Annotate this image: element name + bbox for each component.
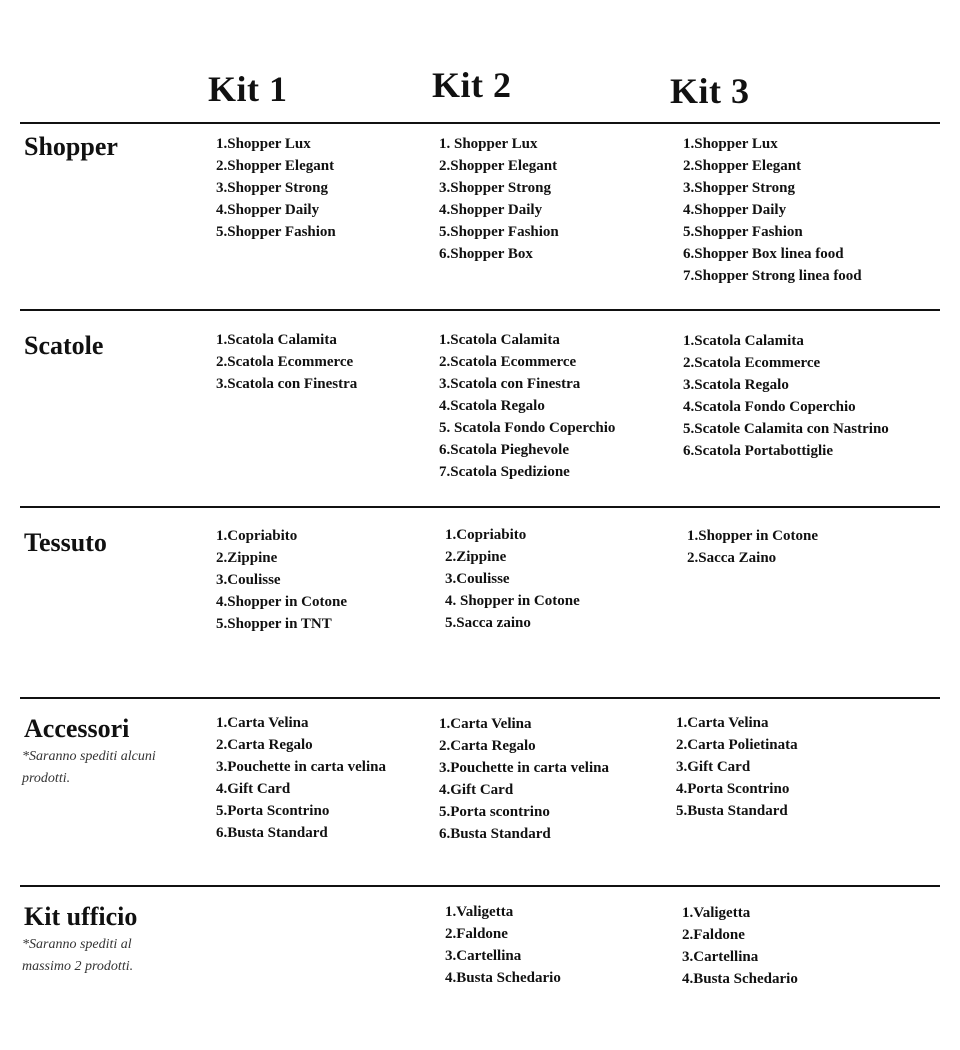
list-item: 3.Scatola Regalo (683, 377, 789, 393)
list-item: 6.Shopper Box linea food (683, 246, 844, 262)
list-item: 3.Cartellina (682, 949, 759, 965)
section-title-scatole: Scatole (24, 331, 104, 360)
scatole-kit3-list (683, 330, 889, 462)
accessori-kit3-list (676, 712, 798, 822)
scatole-kit2-list (439, 329, 615, 483)
shopper-kit1-list (216, 133, 336, 243)
list-item: 7.Scatola Spedizione (439, 464, 570, 480)
list-item: 4.Shopper in Cotone (216, 594, 348, 610)
list-item: 3.Gift Card (676, 759, 751, 775)
list-item: 5.Shopper Fashion (683, 224, 803, 240)
list-item: 6.Busta Standard (439, 826, 551, 842)
list-item: 1.Scatola Calamita (439, 332, 560, 348)
list-item: 3.Coulisse (445, 571, 510, 587)
scatole-kit1-list (216, 329, 357, 395)
section-title-kit-ufficio: Kit ufficio (24, 902, 138, 931)
list-item: 2.Carta Regalo (439, 738, 536, 754)
list-item: 5.Porta scontrino (439, 804, 550, 820)
list-item: 1.Carta Velina (439, 716, 532, 732)
list-item: 2.Shopper Elegant (216, 158, 335, 174)
list-item: 5.Sacca zaino (445, 615, 531, 631)
list-item: 4. Shopper in Cotone (445, 593, 580, 609)
kit-ufficio-kit2-list (445, 901, 561, 989)
list-item: 1.Copriabito (216, 528, 298, 544)
divider-kit-ufficio (20, 885, 940, 887)
list-item: 4.Scatola Fondo Coperchio (683, 399, 856, 415)
kit-1-header: Kit 1 (208, 69, 288, 109)
list-item: 4.Busta Schedario (682, 971, 798, 987)
list-item: 3.Shopper Strong (683, 180, 795, 196)
list-item: 1. Shopper Lux (439, 136, 538, 152)
list-item: 3.Shopper Strong (439, 180, 551, 196)
list-item: 1.Scatola Calamita (683, 333, 804, 349)
list-item: 4.Scatola Regalo (439, 398, 545, 414)
accessori-kit1-list (216, 712, 386, 844)
list-item: 6.Scatola Portabottiglie (683, 443, 833, 459)
list-item: 4.Shopper Daily (683, 202, 787, 218)
shopper-kit3-list (683, 133, 862, 287)
list-item: 2.Shopper Elegant (439, 158, 558, 174)
list-item: 5.Shopper in TNT (216, 616, 332, 632)
list-item: 2.Zippine (445, 549, 507, 565)
list-item: 2.Sacca Zaino (687, 550, 777, 566)
list-item: 2.Scatola Ecommerce (439, 354, 577, 370)
list-item: 3.Coulisse (216, 572, 281, 588)
list-item: 5. Scatola Fondo Coperchio (439, 420, 616, 436)
list-item: 2.Carta Regalo (216, 737, 313, 753)
list-item: 2.Faldone (445, 926, 508, 942)
list-item: 2.Faldone (682, 927, 745, 943)
list-item: 6.Busta Standard (216, 825, 328, 841)
list-item: 4.Gift Card (216, 781, 291, 797)
list-item: 4.Porta Scontrino (676, 781, 790, 797)
divider-shopper (20, 122, 940, 124)
list-item: 1.Scatola Calamita (216, 332, 337, 348)
section-title-accessori: Accessori (24, 714, 130, 743)
list-item: 5.Porta Scontrino (216, 803, 330, 819)
section-title-shopper: Shopper (24, 132, 118, 161)
tessuto-kit2-list (445, 524, 580, 634)
list-item: 5.Scatole Calamita con Nastrino (683, 421, 889, 437)
list-item: 1.Carta Velina (676, 715, 769, 731)
list-item: 1.Carta Velina (216, 715, 309, 731)
list-item: 6.Scatola Pieghevole (439, 442, 569, 458)
list-item: 3.Scatola con Finestra (216, 376, 358, 392)
tessuto-kit3-list (687, 525, 818, 569)
list-item: 1.Shopper Lux (216, 136, 311, 152)
shopper-kit2-list (439, 133, 559, 265)
list-item: 2.Scatola Ecommerce (683, 355, 821, 371)
list-item: 5.Shopper Fashion (216, 224, 336, 240)
kit-ufficio-note: *Saranno spediti al massimo 2 prodotti. (22, 937, 134, 974)
list-item: 7.Shopper Strong linea food (683, 268, 862, 284)
list-item: 2.Carta Polietinata (676, 737, 798, 753)
divider-scatole (20, 309, 940, 311)
list-item: 2.Scatola Ecommerce (216, 354, 354, 370)
list-item: 3.Pouchette in carta velina (439, 760, 609, 776)
kit-ufficio-kit3-list (682, 902, 798, 990)
list-item: 1.Copriabito (445, 527, 527, 543)
list-item: 1.Valigetta (445, 904, 514, 920)
list-item: 1.Valigetta (682, 905, 751, 921)
list-item: 4.Shopper Daily (439, 202, 543, 218)
list-item: 1.Shopper in Cotone (687, 528, 819, 544)
list-item: 3.Shopper Strong (216, 180, 328, 196)
list-item: 1.Shopper Lux (683, 136, 778, 152)
kit-3-header: Kit 3 (670, 71, 750, 111)
list-item: 5.Shopper Fashion (439, 224, 559, 240)
list-item: 5.Busta Standard (676, 803, 788, 819)
list-item: 4.Busta Schedario (445, 970, 561, 986)
section-title-tessuto: Tessuto (24, 528, 107, 557)
tessuto-kit1-list (216, 525, 347, 635)
accessori-kit2-list (439, 713, 609, 845)
list-item: 3.Scatola con Finestra (439, 376, 581, 392)
divider-tessuto (20, 506, 940, 508)
list-item: 3.Pouchette in carta velina (216, 759, 386, 775)
list-item: 3.Cartellina (445, 948, 522, 964)
list-item: 4.Shopper Daily (216, 202, 320, 218)
list-item: 2.Zippine (216, 550, 278, 566)
accessori-note: *Saranno spediti alcuni prodotti. (22, 749, 156, 786)
kit-2-header: Kit 2 (432, 65, 512, 105)
list-item: 6.Shopper Box (439, 246, 533, 262)
list-item: 4.Gift Card (439, 782, 514, 798)
list-item: 2.Shopper Elegant (683, 158, 802, 174)
divider-accessori (20, 697, 940, 699)
